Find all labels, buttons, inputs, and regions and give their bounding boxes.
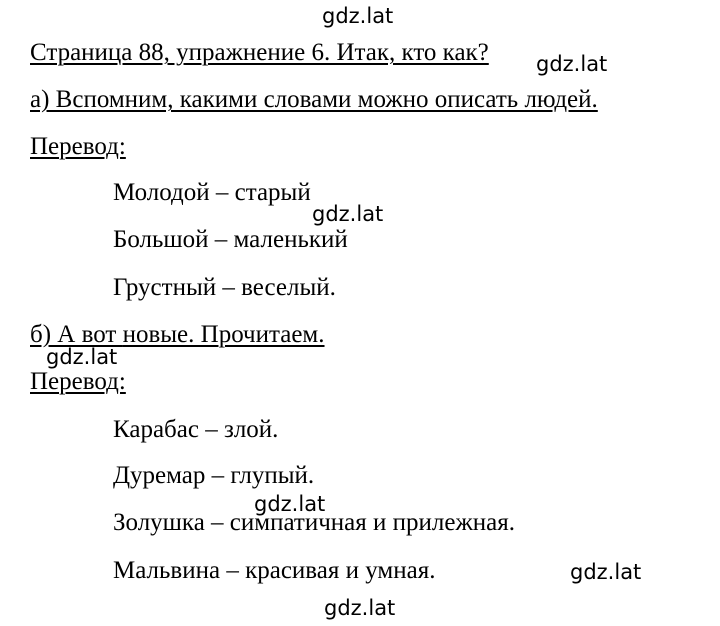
part-a-item: Грустный – веселый. <box>113 274 336 301</box>
watermark-text: gdz.lat <box>254 492 326 516</box>
part-a-title: а) Вспомним, какими словами можно описать людей. <box>30 86 598 113</box>
watermark-text: gdz.lat <box>322 4 394 28</box>
part-b-item: Золушка – симпатичная и прилежная. <box>113 509 515 536</box>
watermark-text: gdz.lat <box>324 596 396 620</box>
part-a-item: Молодой – старый <box>113 179 311 206</box>
part-b-title-prefix: б) А вот <box>30 321 123 348</box>
watermark-text: gdz.lat <box>312 202 384 226</box>
part-b-translation-label: Перевод: <box>30 368 126 395</box>
page-heading: Страница 88, упражнение 6. Итак, кто как? <box>30 39 489 66</box>
part-a-translation-label: Перевод: <box>30 133 126 160</box>
watermark-text: gdz.lat <box>536 52 608 76</box>
watermark-text: gdz.lat <box>570 560 642 584</box>
part-a-item: Большой – маленький <box>113 226 348 253</box>
part-b-item: Мальвина – красивая и умная. <box>113 557 436 584</box>
part-b-item: Карабас – злой. <box>113 416 279 443</box>
part-b-title-underlined: новые. Прочитаем. <box>122 321 325 348</box>
watermark-text: gdz.lat <box>46 345 118 369</box>
part-b-item: Дуремар – глупый. <box>113 462 315 489</box>
